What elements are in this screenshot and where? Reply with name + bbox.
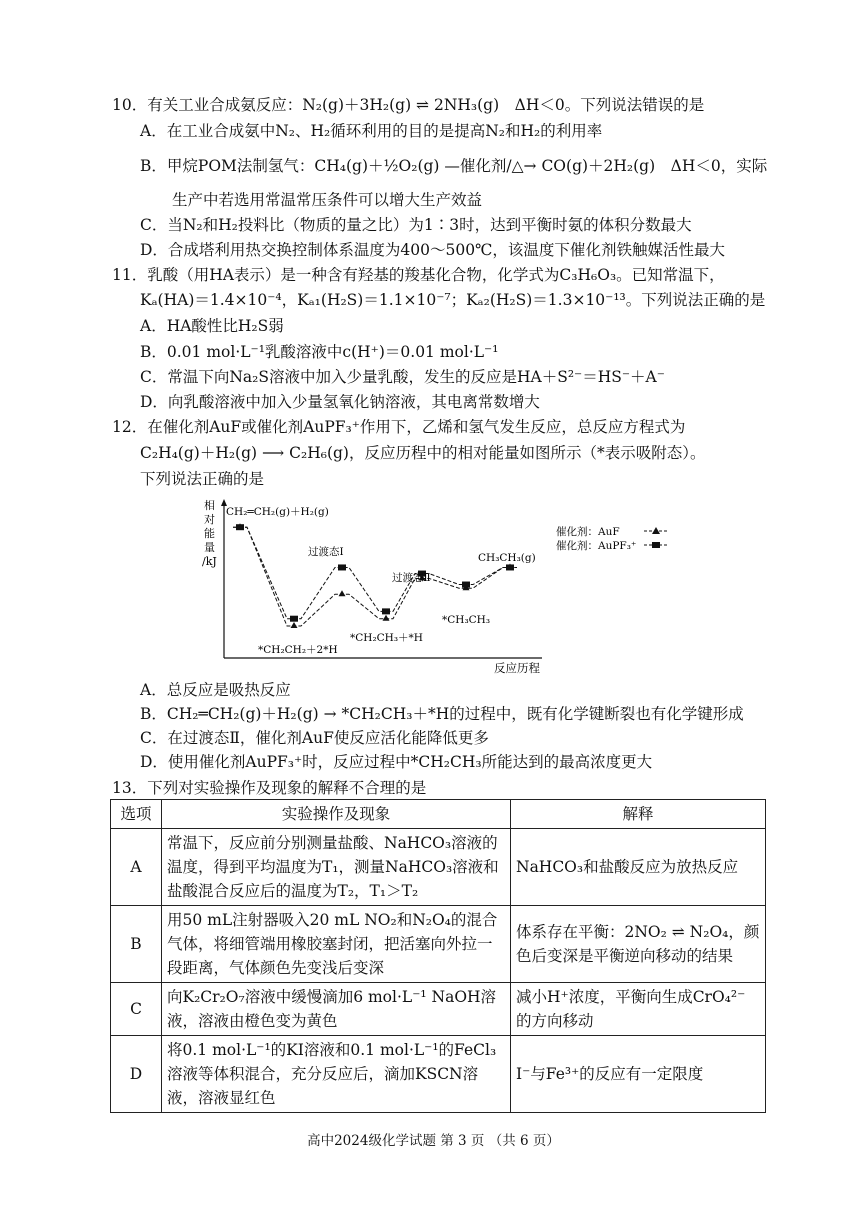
energy-profile-chart: [196, 495, 682, 677]
page-footer: 高中2024级化学试题 第 3 页 （共 6 页）: [307, 1133, 560, 1149]
q12-stem-line1: 12．在催化剂AuF或催化剂AuPF₃⁺作用下，乙烯和氢气发生反应，总反应方程式为: [112, 418, 686, 436]
table-header-row: [111, 800, 766, 829]
series-auf: [233, 523, 517, 628]
state-label: CH₂═CH₂(g)＋H₂(g): [226, 506, 329, 518]
state-label: 过渡态Ⅱ: [392, 572, 431, 584]
row-explanation: NaHCO₃和盐酸反应为放热反应: [511, 829, 766, 906]
table-row: [111, 906, 766, 983]
q13-stem: 13．下列对实验操作及现象的解释不合理的是: [112, 779, 427, 797]
row-operation: 将0.1 mol·L⁻¹的KI溶液和0.1 mol·L⁻¹的FeCl₃溶液等体积混合，充分反应后，滴加KSCN溶液，溶液显红色: [162, 1036, 511, 1113]
q10-option-b-line2: 生产中若选用常温常压条件可以增大生产效益: [172, 191, 483, 209]
row-operation: 向K₂Cr₂O₇溶液中缓慢滴加6 mol·L⁻¹ NaOH溶液，溶液由橙色变为黄色: [162, 983, 511, 1036]
data-point: [382, 608, 390, 614]
q10-option-c: C．当N₂和H₂投料比（物质的量之比）为1∶3时，达到平衡时氨的体积分数最大: [140, 216, 692, 234]
data-point: [383, 615, 390, 621]
ylabel-char: /kJ: [202, 555, 217, 568]
q11-stem-line1: 11．乳酸（用HA表示）是一种含有羟基的羧基化合物，化学式为C₃H₆O₃。已知常温下，: [112, 266, 725, 284]
y-axis-label: [202, 498, 217, 568]
series-aupf3: [233, 524, 517, 622]
q11-stem-line2: Kₐ(HA)＝1.4×10⁻⁴，Kₐ₁(H₂S)＝1.1×10⁻⁷；Kₐ₂(H₂S)＝1.3×10⁻¹³。下列说法正确的是: [140, 291, 766, 309]
state-label: CH₃CH₃(g): [478, 552, 536, 564]
q10-stem: 10．有关工业合成氨反应：N₂(g)＋3H₂(g) ⇌ 2NH₃(g) ΔH＜0。下列说法错误的是: [112, 96, 705, 114]
data-point: [290, 616, 298, 622]
q10-option-b-line1: B．甲烷POM法制氢气：CH₄(g)＋½O₂(g) —催化剂/△→ CO(g)＋2H₂(g) ΔH＜0，实际: [140, 157, 768, 175]
q10-option-d: D．合成塔利用热交换控制体系温度为400～500℃，该温度下催化剂铁触媒活性最大: [140, 241, 725, 259]
q12-option-d: D．使用催化剂AuPF₃⁺时，反应过程中*CH₂CH₃所能达到的最高浓度更大: [140, 753, 653, 771]
row-explanation: 体系存在平衡：2NO₂ ⇌ N₂O₄，颜色后变深是平衡逆向移动的结果: [511, 906, 766, 983]
row-option: D: [111, 1036, 162, 1113]
state-label: *CH₂CH₂＋2*H: [258, 644, 338, 656]
data-point: [462, 582, 470, 588]
header-option: 选项: [111, 800, 162, 829]
header-explanation: 解释: [511, 800, 766, 829]
q12-option-a: A．总反应是吸热反应: [140, 681, 291, 699]
row-explanation: 减小H⁺浓度，平衡向生成CrO₄²⁻的方向移动: [511, 983, 766, 1036]
row-option: A: [111, 829, 162, 906]
legend-label-aupf3: 催化剂：AuPF₃⁺: [556, 540, 637, 552]
state-label: 过渡态Ⅰ: [308, 546, 344, 558]
series-line: [233, 527, 517, 626]
legend: [556, 525, 668, 552]
series-line: [233, 527, 517, 619]
x-axis-label: 反应历程: [494, 661, 540, 675]
ylabel-char: 能: [204, 527, 215, 540]
row-option: B: [111, 906, 162, 983]
row-option: C: [111, 983, 162, 1036]
data-point: [506, 564, 514, 570]
y-axis-arrow: [221, 499, 227, 506]
row-explanation: I⁻与Fe³⁺的反应有一定限度: [511, 1036, 766, 1113]
data-point: [291, 622, 298, 628]
q12-option-b: B．CH₂═CH₂(g)＋H₂(g) → *CH₂CH₃＋*H的过程中，既有化学键断裂也有化学键形成: [140, 705, 744, 723]
q12-stem-line2: C₂H₄(g)＋H₂(g) ⟶ C₂H₆(g)，反应历程中的相对能量如图所示（*表示吸附态）。: [140, 444, 706, 462]
ylabel-char: 相: [204, 499, 215, 512]
header-operation: 实验操作及现象: [162, 800, 511, 829]
data-point: [338, 564, 346, 570]
data-point: [236, 524, 244, 530]
legend-label-auf: 催化剂：AuF: [556, 526, 620, 538]
table-row: [111, 1036, 766, 1113]
state-label-layer: [226, 506, 536, 656]
legend-marker-auf: [652, 527, 660, 534]
ylabel-char: 量: [204, 541, 215, 554]
q11-option-d: D．向乳酸溶液中加入少量氢氧化钠溶液，其电离常数增大: [140, 393, 540, 411]
q11-option-c: C．常温下向Na₂S溶液中加入少量乳酸，发生的反应是HA＋S²⁻＝HS⁻＋A⁻: [140, 368, 665, 386]
state-label: *CH₂CH₃＋*H: [350, 632, 423, 644]
q12-option-c: C．在过渡态Ⅱ，催化剂AuF使反应活化能降低更多: [140, 729, 489, 747]
ylabel-char: 对: [204, 513, 215, 526]
state-label: *CH₃CH₃: [442, 614, 491, 626]
q10-option-a: A．在工业合成氨中N₂、H₂循环利用的目的是提高N₂和H₂的利用率: [140, 122, 603, 140]
table-row: [111, 983, 766, 1036]
experiment-table: [110, 799, 766, 1113]
data-point: [339, 590, 346, 596]
series-layer: [233, 523, 517, 628]
legend-marker-aupf3: [652, 542, 660, 548]
row-operation: 用50 mL注射器吸入20 mL NO₂和N₂O₄的混合气体，将细管端用橡胶塞封闭，把活塞向外拉一段距离，气体颜色先变浅后变深: [162, 906, 511, 983]
q11-option-b: B．0.01 mol·L⁻¹乳酸溶液中c(H⁺)＝0.01 mol·L⁻¹: [140, 343, 499, 361]
q11-option-a: A．HA酸性比H₂S弱: [140, 317, 284, 335]
row-operation: 常温下，反应前分别测量盐酸、NaHCO₃溶液的温度，得到平均温度为T₁，测量NaHCO₃溶液和盐酸混合反应后的温度为T₂，T₁＞T₂: [162, 829, 511, 906]
table-row: [111, 829, 766, 906]
q12-stem-line3: 下列说法正确的是: [140, 470, 265, 488]
